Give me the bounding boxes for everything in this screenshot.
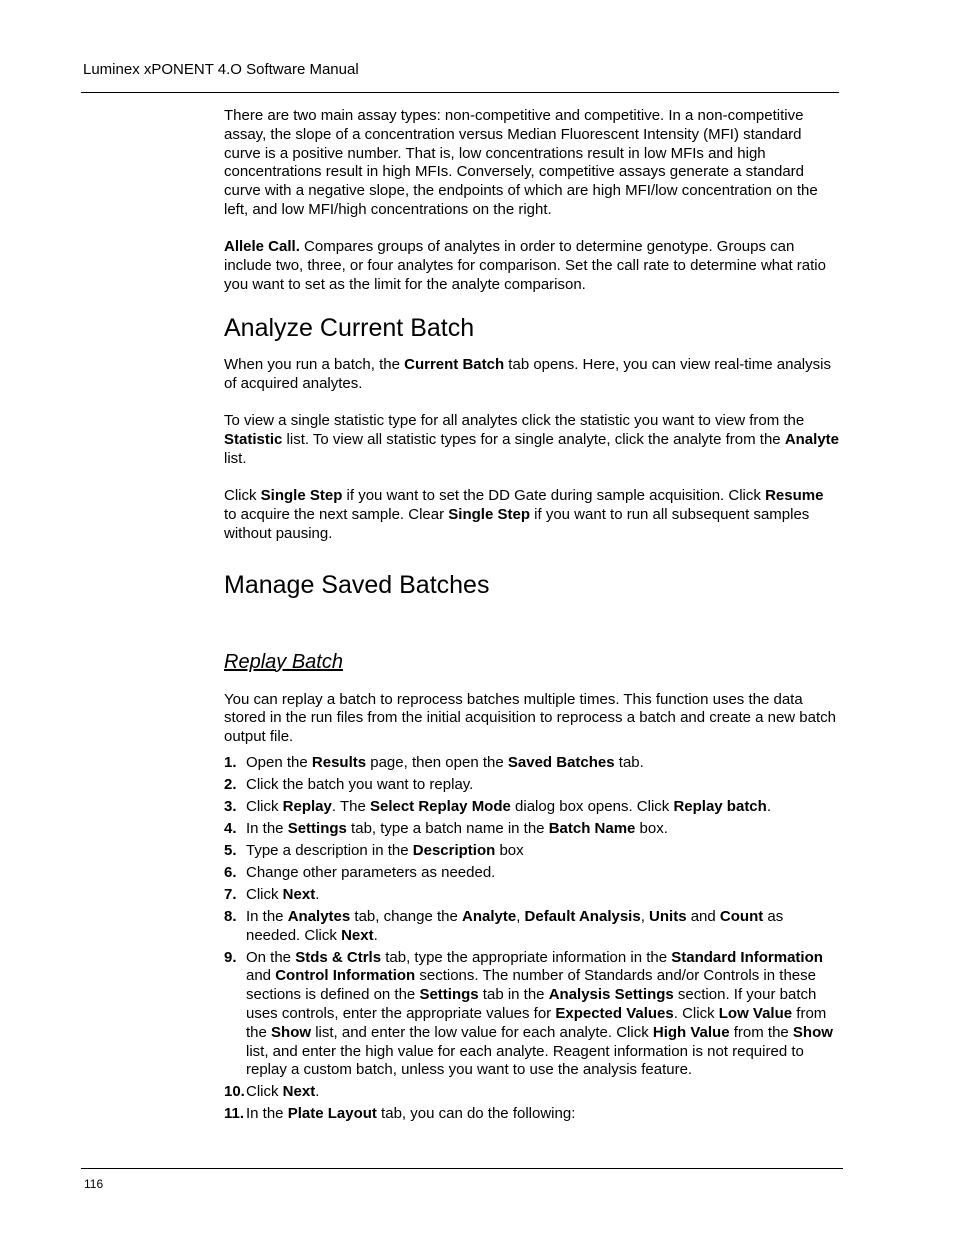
analyze-current-batch-heading: Analyze Current Batch [224, 314, 475, 343]
step-text: Click [246, 885, 283, 903]
assay-types-paragraph: There are two main assay types: non-competitive and competitive. In a non-competitive assay, the slope of a concentration versus Median Fluorescent Intensity (MFI) standard curve is a positive number. That is, low concentrations result in low MFIs and high concentrations result in high MFIs. Conversely, competitive assays generate a standard curve with a negative slope, the endpoints of which are high MFI/low concentration on the left, and low MFI/high concentrations on the right. [224, 107, 818, 218]
page-body [224, 107, 840, 1127]
step-text: . Click [673, 1005, 719, 1022]
step-text: Click the batch you want to replay. [246, 775, 474, 793]
replay-step [224, 886, 840, 905]
step-number: 2. [224, 775, 237, 793]
step-text: . [373, 926, 378, 944]
step-ui-term: Settings [419, 986, 479, 1004]
step-text: and [246, 967, 276, 985]
step-text: , [640, 907, 650, 925]
step-text: tab, type a batch name in the [346, 819, 549, 837]
step-ui-term: High Value [652, 1023, 730, 1041]
analyze-paragraph-3: Click Single Step if you want to set the DD Gate during sample acquisition. Click Resume to acquire the next sample. Clear Single Step if you want to run all subsequent samples without pausing. [224, 487, 824, 542]
step-ui-term: Select Replay Mode [369, 797, 511, 815]
step-text: tab, type the appropriate information in the [381, 948, 672, 966]
replay-steps-list [224, 754, 840, 1124]
step-text: dialog box opens. Click [510, 797, 674, 815]
step-text: In the [246, 819, 288, 837]
step-ui-term: Next [282, 885, 316, 903]
step-number: 11. [224, 1105, 245, 1123]
step-ui-term: Standard Information [671, 948, 823, 966]
step-ui-term: Analysis Settings [548, 986, 674, 1004]
step-number: 5. [224, 841, 237, 859]
allele-call-label: Allele Call. [224, 238, 300, 256]
step-ui-term: Analyte [462, 907, 517, 925]
step-ui-term: Settings [287, 819, 347, 837]
step-number: 8. [224, 907, 237, 925]
manage-saved-batches-heading: Manage Saved Batches [224, 570, 490, 599]
step-number: 10. [224, 1083, 245, 1101]
step-text: box. [635, 819, 668, 837]
step-text: box [495, 841, 524, 859]
step-text: Click [246, 1083, 283, 1101]
replay-step [224, 1083, 840, 1102]
analyze-paragraph-1: When you run a batch, the Current Batch tab opens. Here, you can view real-time analysis of acquired analytes. [224, 356, 831, 392]
analyze-paragraph-2: To view a single statistic type for all analytes click the statistic you want to view from the Statistic list. To view all statistic types for a single analyte, click the analyte from the Analyte list. [224, 412, 839, 467]
step-ui-term: Show [792, 1023, 833, 1041]
step-text: list, and enter the low value for each analyte. Click [311, 1023, 653, 1041]
replay-step [224, 1105, 840, 1124]
step-text: from the [246, 1005, 827, 1041]
step-text: In the [246, 1105, 288, 1123]
allele-call-paragraph [224, 238, 840, 294]
step-text: . [315, 885, 320, 903]
step-ui-term: Control Information [275, 967, 416, 985]
footer-divider [81, 1168, 843, 1169]
replay-step [224, 864, 840, 883]
replay-step [224, 798, 840, 817]
step-ui-term: Next [282, 1083, 316, 1101]
step-ui-term: Stds & Ctrls [295, 948, 382, 966]
step-ui-term: Description [412, 841, 496, 859]
step-text: list, and enter the high value for each analyte. Reagent information is not required to replay a custom batch, unless you want to use the analysis feature. [246, 1042, 804, 1079]
step-number: 1. [224, 753, 237, 771]
replay-step [224, 754, 840, 773]
step-text: from the [729, 1023, 793, 1041]
header-divider [81, 92, 839, 93]
step-ui-term: Next [341, 926, 374, 944]
step-text: tab in the [478, 986, 549, 1004]
running-header: Luminex xPONENT 4.O Software Manual [83, 61, 359, 78]
step-number: 4. [224, 819, 237, 837]
replay-step [224, 820, 840, 839]
step-text: Click [246, 797, 283, 815]
replay-step [224, 908, 840, 946]
step-text: . [315, 1083, 320, 1101]
allele-call-text: Compares groups of analytes in order to determine genotype. Groups can include two, three, or four analytes for comparison. Set the call rate to determine what ratio you want to set as the limit for the analyte comparison. [224, 238, 826, 293]
step-text: Type a description in the [246, 841, 413, 859]
step-ui-term: Replay [282, 797, 332, 815]
step-text: . The [331, 797, 370, 815]
step-text: tab. [614, 753, 644, 771]
step-ui-term: Count [719, 907, 764, 925]
step-text: tab, change the [350, 907, 462, 925]
step-number: 3. [224, 797, 237, 815]
step-text: as needed. Click [246, 907, 784, 944]
step-ui-term: Saved Batches [507, 753, 615, 771]
step-number: 6. [224, 863, 237, 881]
step-text: section. If your batch uses controls, enter the appropriate values for [246, 986, 817, 1022]
replay-batch-subheading: Replay Batch [224, 650, 343, 673]
step-ui-term: Units [649, 907, 687, 925]
step-text: tab, you can do the following: [376, 1105, 576, 1123]
step-text: . [766, 797, 771, 815]
step-ui-term: Plate Layout [287, 1105, 377, 1123]
step-text: page, then open the [366, 753, 508, 771]
step-ui-term: Analytes [287, 907, 351, 925]
step-ui-term: Results [311, 753, 367, 771]
step-text: In the [246, 907, 288, 925]
step-text: Change other parameters as needed. [246, 863, 496, 881]
replay-step [224, 842, 840, 861]
step-ui-term: Replay batch [673, 797, 767, 815]
step-text: , [516, 907, 525, 925]
step-ui-term: Low Value [718, 1005, 793, 1022]
step-text: Open the [246, 753, 312, 771]
replay-batch-intro: You can replay a batch to reprocess batches multiple times. This function uses the data stored in the run files from the initial acquisition to reprocess a batch and create a new batch output file. [224, 690, 837, 746]
step-ui-term: Batch Name [548, 819, 636, 837]
step-ui-term: Default Analysis [524, 907, 641, 925]
step-text: On the [246, 948, 296, 966]
replay-step [224, 776, 840, 795]
step-ui-term: Expected Values [555, 1005, 674, 1022]
replay-step [224, 949, 840, 1081]
page-number: 116 [84, 1177, 104, 1191]
step-ui-term: Show [271, 1023, 312, 1041]
step-number: 9. [224, 948, 237, 966]
step-text: sections. The number of Standards and/or Controls in these sections is defined on the [246, 967, 816, 1004]
step-number: 7. [224, 885, 237, 903]
step-text: and [686, 907, 720, 925]
